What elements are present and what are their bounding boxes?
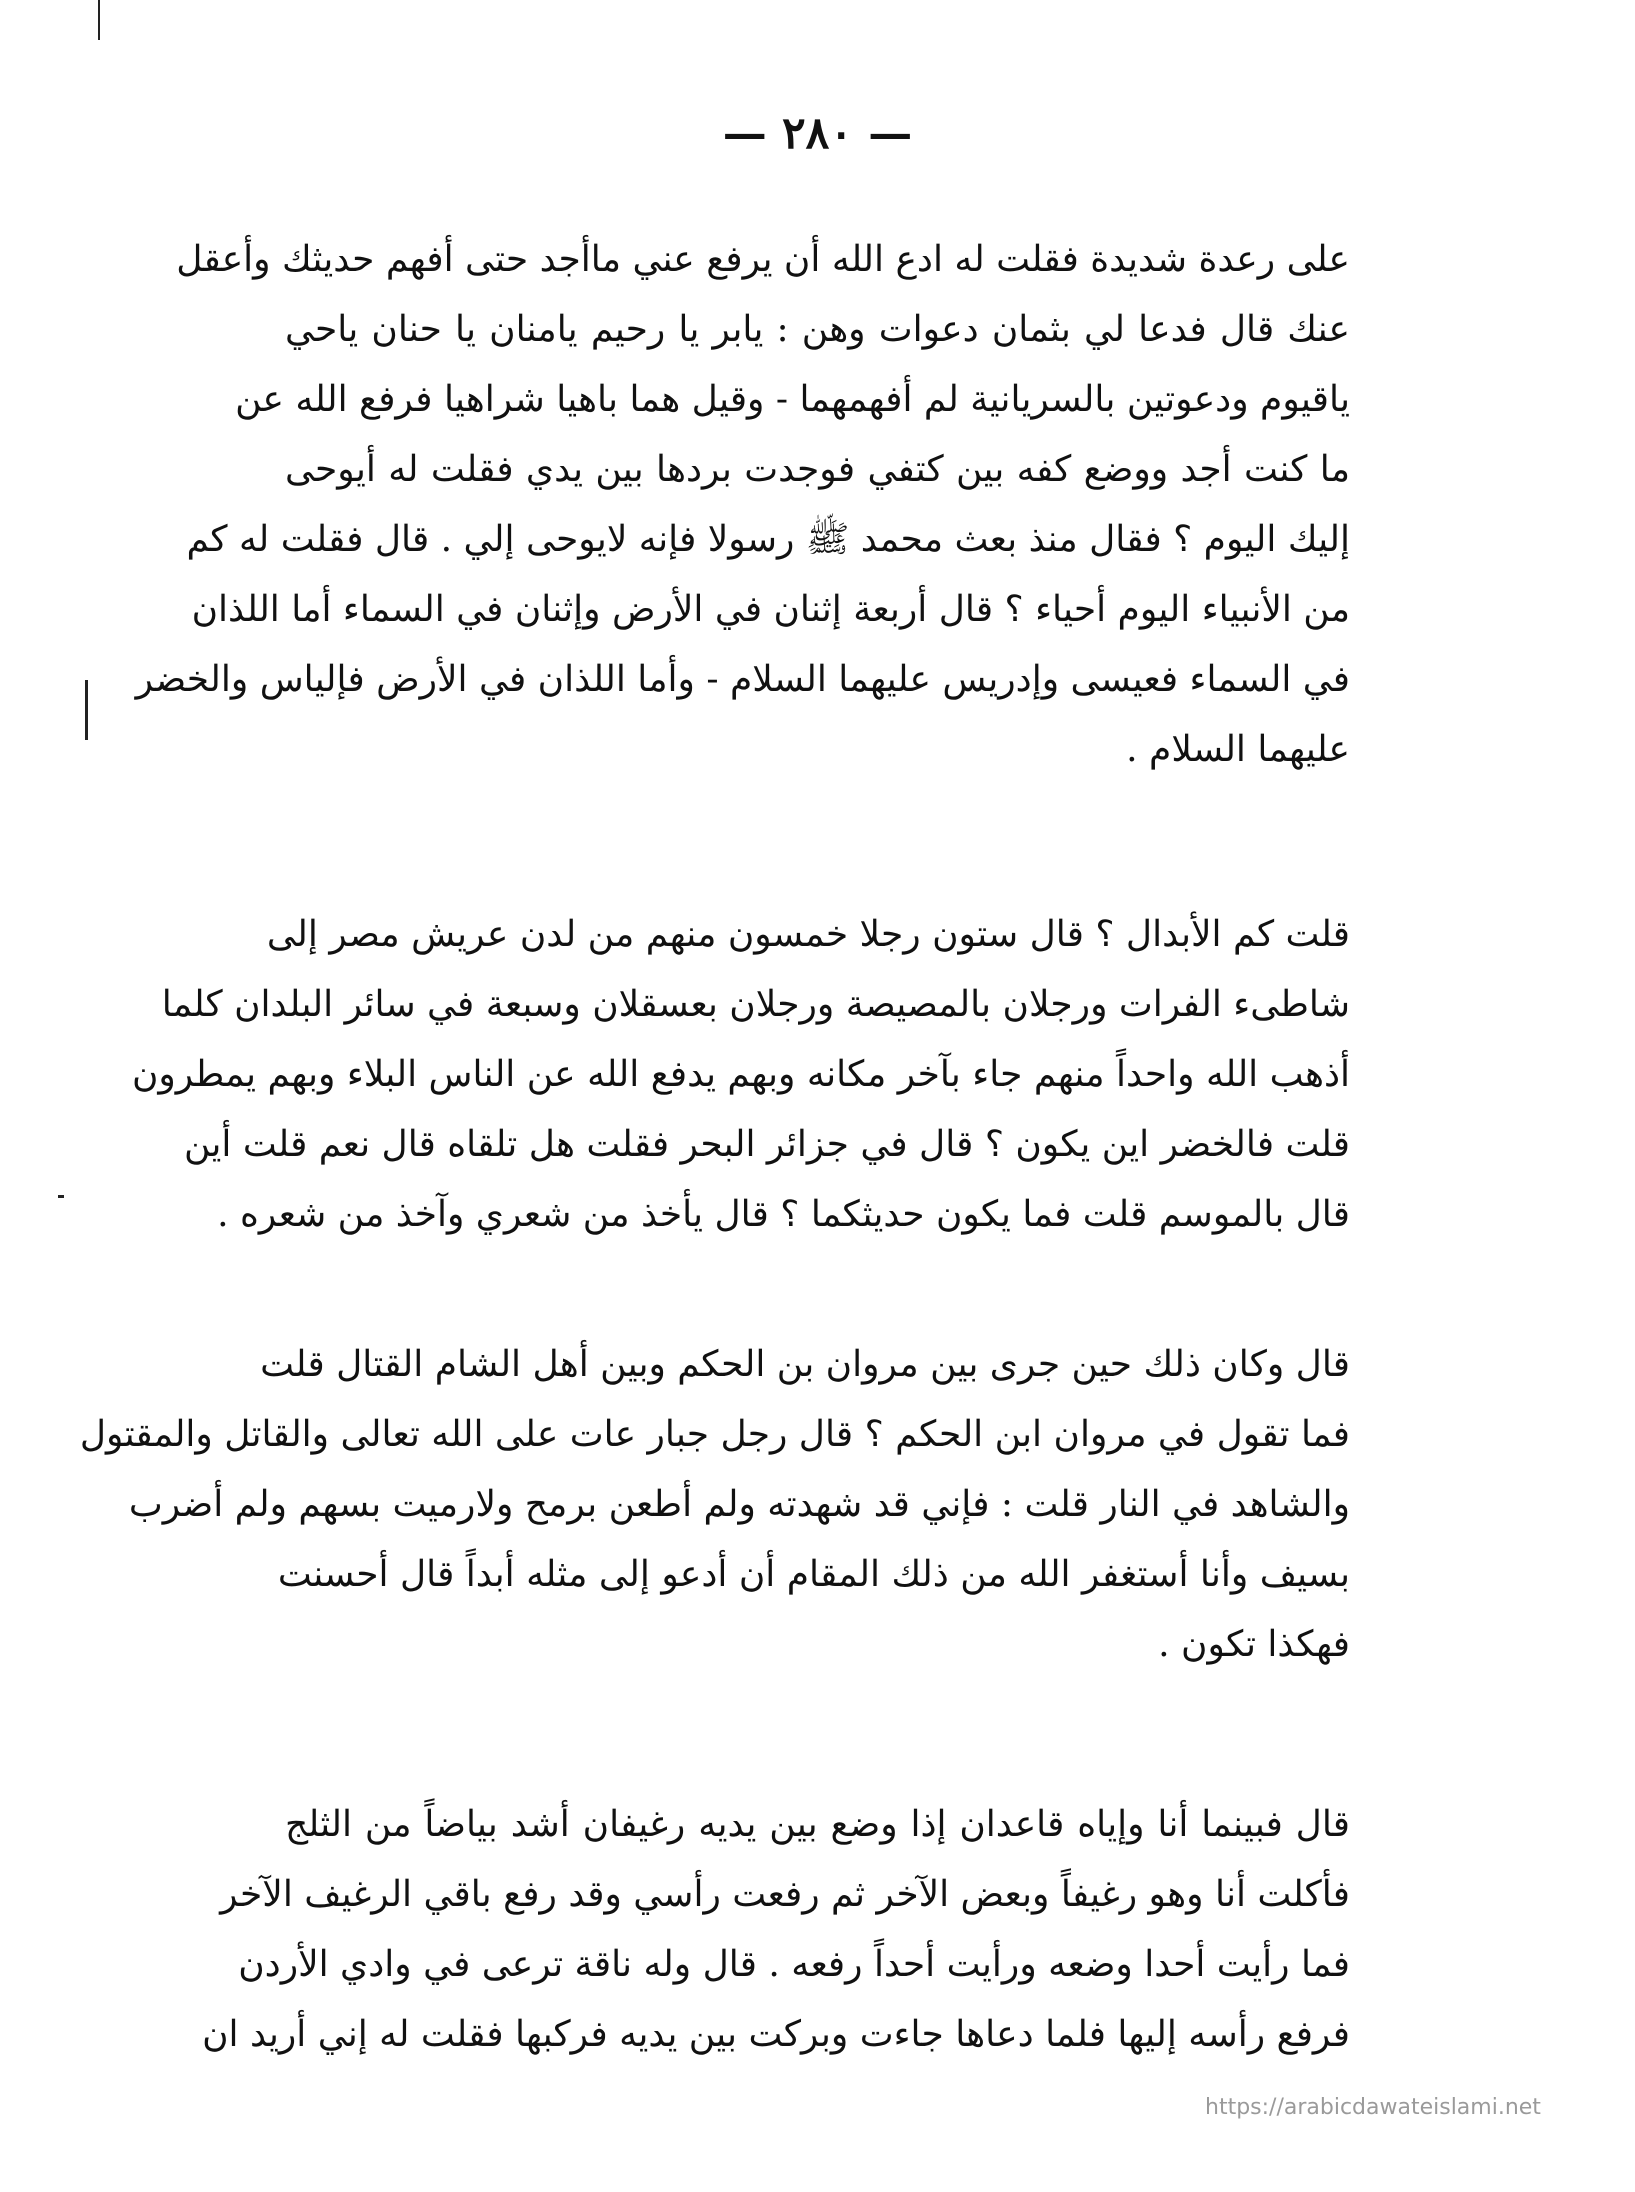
text-line: قال وكان ذلك حين جرى بين مروان بن الحكم وبين أهل الشام القتال قلت — [260, 1344, 1350, 1385]
text-line: قلت كم الأبدال ؟ قال ستون رجلا خمسون منهم من لدن عريش مصر إلى — [266, 914, 1350, 955]
page-number: — ٢٨٠ — — [722, 108, 913, 159]
text-line: فرفع رأسه إليها فلما دعاها جاءت وبركت بين يديه فركبها فقلت له إني أريد ان — [202, 2014, 1350, 2055]
text-line: في السماء فعيسى وإدريس عليهما السلام - وأما اللذان في الأرض فإلياس والخضر — [135, 659, 1350, 700]
left-margin-mark — [85, 680, 88, 740]
text-line: فأكلت أنا وهو رغيفاً وبعض الآخر ثم رفعت رأسي وقد رفع باقي الرغيف الآخر — [220, 1874, 1350, 1915]
text-line: قال بالموسم قلت فما يكون حديثكما ؟ قال يأخذ من شعري وآخذ من شعره . — [217, 1194, 1350, 1235]
text-line: قال فبينما أنا وإياه قاعدان إذا وضع بين يديه رغيفان أشد بياضاً من الثلج — [285, 1804, 1351, 1845]
text-line: فهكذا تكون . — [1158, 1624, 1350, 1665]
text-line: ياقيوم ودعوتين بالسريانية لم أفهمهما - وقيل هما باهيا شراهيا فرفع الله عن — [235, 379, 1350, 420]
watermark-url: https://arabicdawateislami.net — [1205, 2095, 1541, 2120]
paragraph-2 — [131, 900, 1350, 1250]
text-line: بسيف وأنا أستغفر الله من ذلك المقام أن أدعو إلى مثله أبداً قال أحسنت — [277, 1554, 1350, 1595]
top-edge-mark — [98, 0, 100, 40]
paragraph-3 — [79, 1330, 1350, 1680]
text-line: فما رأيت أحدا وضعه ورأيت أحداً رفعه . قال وله ناقة ترعى في وادي الأردن — [238, 1944, 1350, 1985]
text-line: أذهب الله واحداً منهم جاء بآخر مكانه وبهم يدفع الله عن الناس البلاء وبهم يمطرون — [131, 1054, 1350, 1095]
text-line: شاطىء الفرات ورجلان بالمصيصة ورجلان بعسقلان وسبعة في سائر البلدان كلما — [161, 984, 1350, 1025]
text-line: والشاهد في النار قلت : فإني قد شهدته ولم أطعن برمح ولارميت بسهم ولم أضرب — [128, 1484, 1350, 1525]
paragraph-4 — [202, 1790, 1351, 2070]
text-line: ما كنت أجد ووضع كفه بين كتفي فوجدت بردها بين يدي فقلت له أيوحى — [285, 449, 1350, 490]
text-line: قلت فالخضر اين يكون ؟ قال في جزائر البحر فقلت هل تلقاه قال نعم قلت أين — [183, 1124, 1350, 1165]
text-line: عليهما السلام . — [1126, 729, 1350, 770]
text-line: إليك اليوم ؟ فقال منذ بعث محمد ﷺ رسولا فإنه لايوحى إلي . قال فقلت له كم — [186, 519, 1350, 560]
text-line: من الأنبياء اليوم أحياء ؟ قال أربعة إثنان في الأرض وإثنان في السماء أما اللذان — [191, 589, 1350, 630]
paragraph-1 — [135, 225, 1350, 785]
left-margin-mark — [58, 1195, 64, 1198]
text-line: فما تقول في مروان ابن الحكم ؟ قال رجل جبار عات على الله تعالى والقاتل والمقتول — [79, 1414, 1350, 1455]
text-line: على رعدة شديدة فقلت له ادع الله أن يرفع عني ماأجد حتى أفهم حديثك وأعقل — [176, 239, 1350, 280]
text-line: عنك قال فدعا لي بثمان دعوات وهن : يابر يا رحيم يامنان يا حنان ياحي — [285, 309, 1350, 350]
